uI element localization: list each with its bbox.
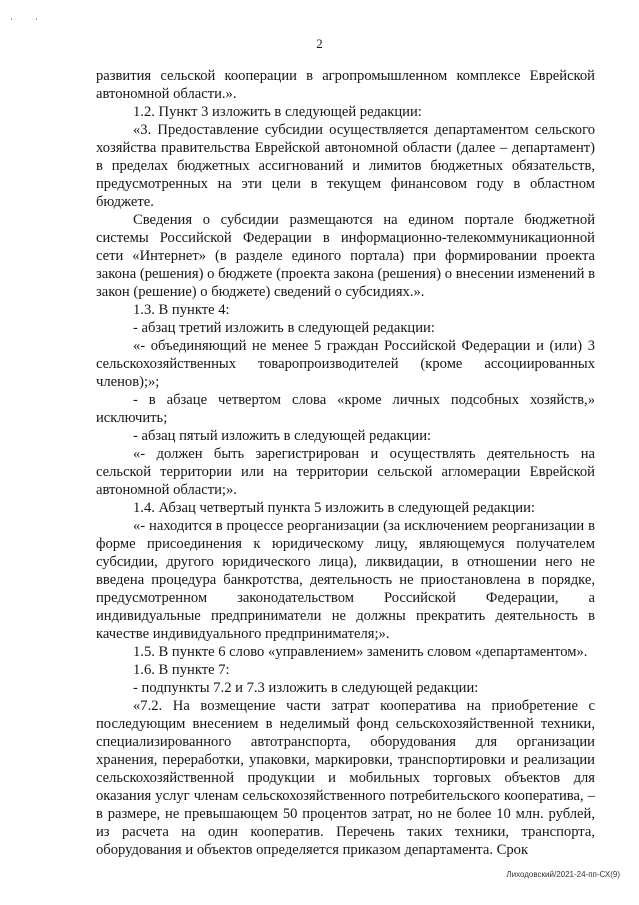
document-body: [96, 67, 595, 859]
page-number: 2: [316, 36, 323, 51]
paragraph: «7.2. На возмещение части затрат кооператива на приобретение с последующим внесением в неделимый фонд сельскохозяйственной техники, специализированного автотранспорта, оборудования для организации хранения, переработки, упаковки, маркировки, транспортировки и реализации сельскохозяйственной продукции и мобильных торговых объектов для оказания услуг членам сельскохозяйственного потребительского кооператива, – в размере, не превышающем 50 процентов затрат, но не более 10 млн. рублей, из расчета на один кооператив. Перечень таких техники, транспорта, оборудования и объектов определяется приказом департамента. Срок: [96, 698, 595, 858]
paragraph: «- объединяющий не менее 5 граждан Российской Федерации и (или) 3 сельскохозяйственных товаропроизводителей (кроме ассоциированных членов);»;: [96, 338, 595, 390]
paragraph: 1.4. Абзац четвертый пункта 5 изложить в следующей редакции:: [133, 500, 535, 516]
paragraph: «- находится в процессе реорганизации (за исключением реорганизации в форме присоединения к юридическому лицу, являющемуся получателем субсидии, другого юридического лица), ликвидации, в отношении него не введена процедура банкротства, деятельность не приостановлена в порядке, предусмотренном законодательством Российской Федерации, а индивидуальные предприниматели не должны прекратить деятельность в качестве индивидуального предпринимателя;».: [96, 518, 595, 642]
footer-code: Лиходовский/2021-24-пп-СХ(9): [506, 870, 620, 879]
paragraph: развития сельской кооперации в агропромышленном комплексе Еврейской автономной области.».: [96, 68, 595, 102]
scan-marks: ··: [10, 14, 60, 24]
paragraph: 1.6. В пункте 7:: [133, 662, 230, 678]
paragraph: Сведения о субсидии размещаются на едином портале бюджетной системы Российской Федерации в информационно-телекоммуникационной сети «Интернет» (в разделе единого портала) при формировании проекта закона (решения) о бюджете (проекта закона (решения) о внесении изменений в закон (решение) о бюджете) сведений о субсидиях.».: [96, 212, 595, 300]
paragraph: «3. Предоставление субсидии осуществляется департаментом сельского хозяйства правительства Еврейской автономной области (далее – департамент) в пределах бюджетных ассигнований и лимитов бюджетных обязательств, предусмотренных на эти цели в текущем финансовом году в областном бюджете.: [96, 122, 595, 210]
paragraph: - в абзаце четвертом слова «кроме личных подсобных хозяйств,» исключить;: [96, 392, 595, 426]
paragraph: 1.5. В пункте 6 слово «управлением» заменить словом «департаментом».: [133, 644, 588, 660]
paragraph: 1.2. Пункт 3 изложить в следующей редакции:: [133, 104, 422, 120]
paragraph: - абзац пятый изложить в следующей редакции:: [133, 428, 432, 444]
paragraph: - абзац третий изложить в следующей редакции:: [133, 320, 435, 336]
paragraph: «- должен быть зарегистрирован и осуществлять деятельность на сельской территории или на территории сельской агломерации Еврейской автономной области;».: [96, 446, 595, 498]
paragraph: - подпункты 7.2 и 7.3 изложить в следующей редакции:: [133, 680, 479, 696]
paragraph: 1.3. В пункте 4:: [133, 302, 230, 318]
